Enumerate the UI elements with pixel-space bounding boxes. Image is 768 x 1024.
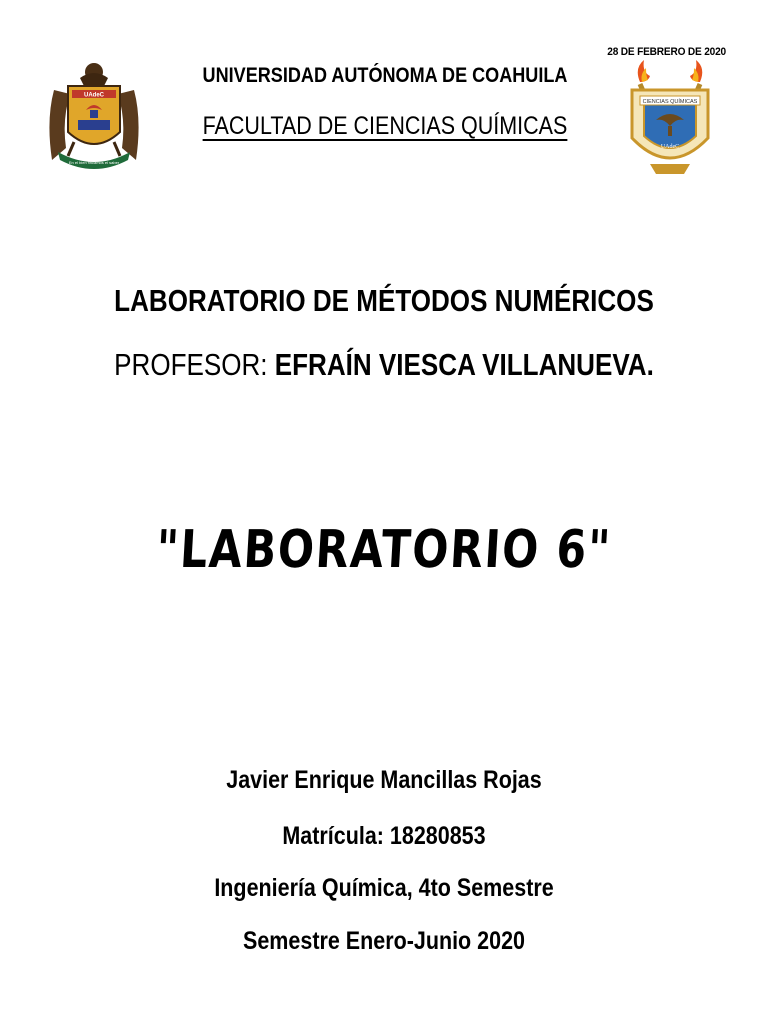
shield-text: UAdeC xyxy=(660,144,680,150)
seal-motto: En el bien fincamos el saber xyxy=(68,160,120,165)
shield-banner-text: CIENCIAS QUÍMICAS xyxy=(642,98,698,105)
course-title: LABORATORIO DE MÉTODOS NUMÉRICOS xyxy=(114,283,654,318)
document-title: "LABORATORIO 6" xyxy=(154,520,614,580)
document-date: 28 DE FEBRERO DE 2020 xyxy=(607,46,726,58)
university-name: UNIVERSIDAD AUTÓNOMA DE COAHUILA xyxy=(202,64,568,87)
university-seal-logo xyxy=(44,60,144,178)
professor-label: PROFESOR: xyxy=(114,347,268,382)
professor-name: EFRAÍN VIESCA VILLANUEVA. xyxy=(274,347,654,382)
professor-line xyxy=(87,347,682,383)
student-career: Ingeniería Química, 4to Semestre xyxy=(214,874,554,902)
faculty-shield-logo xyxy=(620,60,720,182)
faculty-name-text: FACULTAD DE CIENCIAS QUÍMICAS xyxy=(202,112,568,140)
student-semester: Semestre Enero-Junio 2020 xyxy=(242,927,525,955)
student-matricula: Matrícula: 18280853 xyxy=(282,822,486,850)
seal-banner-text: UAdeC xyxy=(83,92,105,99)
student-name: Javier Enrique Mancillas Rojas xyxy=(226,766,542,794)
faculty-name xyxy=(183,112,587,141)
